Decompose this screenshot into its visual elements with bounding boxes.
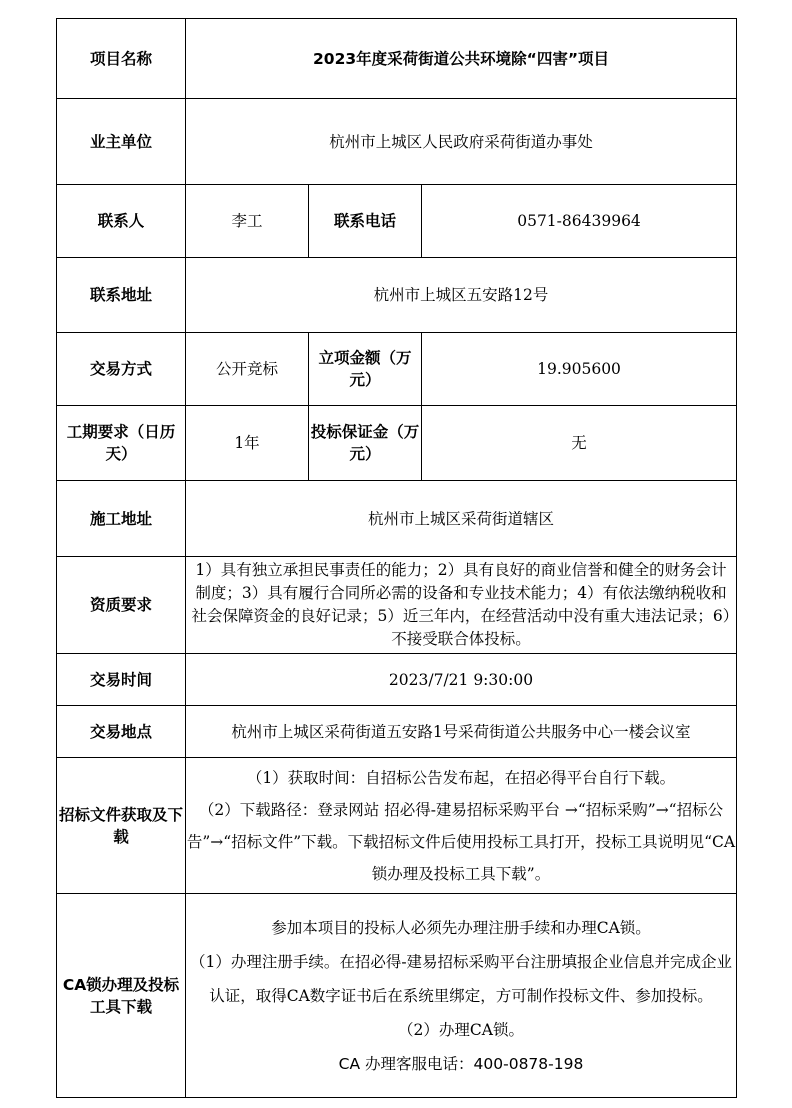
row-trade-time [57, 654, 737, 706]
owner-value: 杭州市上城区人民政府采荷街道办事处 [186, 99, 737, 185]
project-info-table [56, 18, 737, 1098]
bid-docs-cell [186, 758, 737, 894]
ca-service-phone: CA 办理客服电话：400-0878-198 [338, 1054, 584, 1073]
label-address: 联系地址 [57, 258, 186, 333]
ca-p3: （2）办理CA锁。 [398, 1020, 524, 1039]
row-contact [57, 185, 737, 258]
phone-value: 0571-86439964 [422, 185, 737, 258]
bid-deposit-value: 无 [422, 406, 737, 481]
label-contact: 联系人 [57, 185, 186, 258]
address-value: 杭州市上城区五安路12号 [186, 258, 737, 333]
row-ca [57, 894, 737, 1098]
contact-value: 李工 [186, 185, 309, 258]
label-bid-deposit: 投标保证金（万元） [309, 406, 422, 481]
row-site [57, 481, 737, 557]
label-duration: 工期要求（日历天） [57, 406, 186, 481]
label-site: 施工地址 [57, 481, 186, 557]
bid-docs-p2: （2）下载路径：登录网站 招必得-建易招标采购平台 →“招标采购”→“招标公告”→“招标文件”下载。下载招标文件后使用投标工具打开，投标工具说明见“CA锁办理及投标工具下载”。 [186, 800, 736, 883]
trade-time-value: 2023/7/21 9:30:00 [186, 654, 737, 706]
trade-place-value: 杭州市上城区采荷街道五安路1号采荷街道公共服务中心一楼会议室 [186, 706, 737, 758]
row-owner [57, 99, 737, 185]
row-trade-method [57, 333, 737, 406]
project-amount-value: 19.905600 [422, 333, 737, 406]
row-address [57, 258, 737, 333]
label-qualification: 资质要求 [57, 557, 186, 654]
ca-cell [186, 894, 737, 1098]
duration-value: 1年 [186, 406, 309, 481]
label-trade-place: 交易地点 [57, 706, 186, 758]
ca-p1: 参加本项目的投标人必须先办理注册手续和办理CA锁。 [271, 918, 651, 937]
label-ca: CA锁办理及投标工具下载 [57, 894, 186, 1098]
row-project-name [57, 19, 737, 99]
ca-p2: （1）办理注册手续。在招必得-建易招标采购平台注册填报企业信息并完成企业认证，取得CA数字证书后在系统里绑定，方可制作投标文件、参加投标。 [189, 952, 733, 1005]
project-name-value: 2023年度采荷街道公共环境除“四害”项目 [186, 19, 737, 99]
label-project-amount: 立项金额（万元） [309, 333, 422, 406]
site-value: 杭州市上城区采荷街道辖区 [186, 481, 737, 557]
row-duration [57, 406, 737, 481]
qualification-value: 1）具有独立承担民事责任的能力；2）具有良好的商业信誉和健全的财务会计制度；3）具有履行合同所必需的设备和专业技术能力；4）有依法缴纳税收和社会保障资金的良好记录；5）近三年内，在经营活动中没有重大违法记录；6）不接受联合体投标。 [191, 561, 731, 648]
label-trade-method: 交易方式 [57, 333, 186, 406]
row-qualification [57, 557, 737, 654]
label-project-name: 项目名称 [57, 19, 186, 99]
label-owner: 业主单位 [57, 99, 186, 185]
trade-method-value: 公开竞标 [186, 333, 309, 406]
label-trade-time: 交易时间 [57, 654, 186, 706]
label-phone: 联系电话 [309, 185, 422, 258]
label-bid-docs: 招标文件获取及下载 [57, 758, 186, 894]
qualification-cell [186, 557, 737, 654]
row-trade-place [57, 706, 737, 758]
bid-docs-p1: （1）获取时间：自招标公告发布起，在招必得平台自行下载。 [246, 768, 676, 787]
row-bid-docs [57, 758, 737, 894]
